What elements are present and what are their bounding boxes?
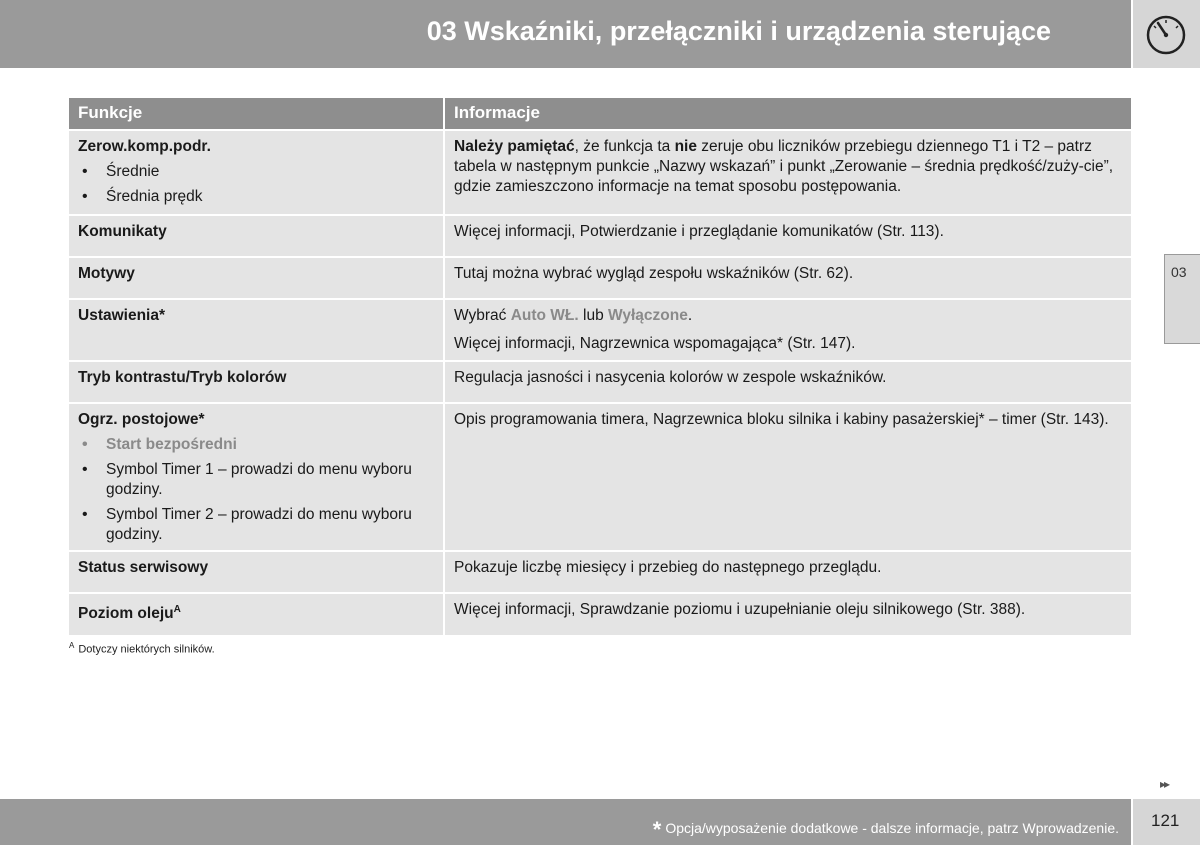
function-cell bbox=[69, 594, 443, 635]
table-row bbox=[69, 300, 1131, 360]
asterisk-marker: * bbox=[652, 817, 662, 842]
information-cell bbox=[445, 300, 1131, 360]
function-cell bbox=[69, 131, 443, 214]
table-row bbox=[69, 362, 1131, 402]
function-cell bbox=[69, 552, 443, 592]
function-name: Zerow.komp.podr. bbox=[78, 138, 211, 155]
info-text: , że funkcja ta bbox=[574, 138, 675, 155]
table-row bbox=[69, 404, 1131, 550]
info-emphasis: nie bbox=[674, 138, 697, 155]
info-text: lub bbox=[578, 307, 609, 324]
function-cell bbox=[69, 300, 443, 360]
information-cell bbox=[445, 131, 1131, 214]
functions-table bbox=[69, 98, 1131, 635]
info-text: Wybrać bbox=[454, 307, 511, 324]
information-cell: Więcej informacji, Sprawdzanie poziomu i uzupełnianie oleju silnikowego (Str. 388). bbox=[445, 594, 1131, 635]
info-emphasis: Należy pamiętać bbox=[454, 138, 575, 155]
table-row bbox=[69, 258, 1131, 298]
table-row bbox=[69, 552, 1131, 592]
function-cell bbox=[69, 404, 443, 550]
header-bar bbox=[0, 0, 1131, 68]
list-item: • Średnie bbox=[78, 162, 434, 182]
function-name: Motywy bbox=[78, 265, 135, 282]
table-row bbox=[69, 131, 1131, 214]
list-item: • Start bezpośredni bbox=[78, 435, 434, 455]
footnote-letter: A bbox=[69, 641, 75, 650]
function-cell bbox=[69, 258, 443, 298]
footer-bar bbox=[0, 799, 1131, 845]
function-name: Komunikaty bbox=[78, 223, 167, 240]
chapter-side-tab-label: 03 bbox=[1171, 264, 1187, 280]
header-icon-box bbox=[1133, 0, 1200, 68]
function-cell bbox=[69, 362, 443, 402]
information-cell: Regulacja jasności i nasycenia kolorów w zespole wskaźników. bbox=[445, 362, 1131, 402]
page-title: 03 Wskaźniki, przełączniki i urządzenia sterujące bbox=[426, 16, 1051, 46]
column-header-information: Informacje bbox=[445, 98, 1131, 129]
column-header-functions: Funkcje bbox=[69, 98, 443, 129]
function-name: Tryb kontrastu/Tryb kolorów bbox=[78, 369, 287, 386]
info-paragraph bbox=[454, 306, 1122, 326]
info-text: zeruje obu liczników przebiegu dziennego T1 i T2 – patrz tabela w następnym punkcie „Nazwy wskazań” i punkt „Zerowanie – średnia prędkość/zuży-cie”, gdzie zamieszczono informacje na temat sposobu postępowania. bbox=[454, 138, 1114, 195]
chapter-side-tab[interactable] bbox=[1164, 254, 1200, 344]
footer-note-text: Opcja/wyposażenie dodatkowe - dalsze informacje, patrz Wprowadzenie. bbox=[665, 820, 1119, 836]
info-text: . bbox=[687, 307, 693, 324]
information-cell: Tutaj można wybrać wygląd zespołu wskaźników (Str. 62). bbox=[445, 258, 1131, 298]
information-cell: Więcej informacji, Potwierdzanie i przeglądanie komunikatów (Str. 113). bbox=[445, 216, 1131, 256]
list-item: • Symbol Timer 2 – prowadzi do menu wyboru godziny. bbox=[78, 505, 434, 545]
information-cell: Opis programowania timera, Nagrzewnica bloku silnika i kabiny pasażerskiej* – timer (Str. 143). bbox=[445, 404, 1131, 550]
function-name: Ogrz. postojowe* bbox=[78, 411, 205, 428]
information-cell: Pokazuje liczbę miesięcy i przebieg do następnego przeglądu. bbox=[445, 552, 1131, 592]
double-arrow-right-icon[interactable]: ▸▸ bbox=[1160, 777, 1169, 791]
info-paragraph: Więcej informacji, Nagrzewnica wspomagająca* (Str. 147). bbox=[454, 335, 856, 352]
list-item: • Średnia prędk bbox=[78, 187, 434, 207]
function-name bbox=[78, 600, 434, 624]
footnote-marker: A bbox=[173, 604, 181, 615]
footer-note bbox=[652, 813, 1119, 842]
function-name: Status serwisowy bbox=[78, 559, 209, 576]
bullet-list bbox=[78, 435, 434, 545]
footnote-text: Dotyczy niektórych silników. bbox=[78, 643, 215, 656]
table-header-row bbox=[69, 98, 1131, 129]
table-row bbox=[69, 216, 1131, 256]
function-name: Ustawienia* bbox=[78, 307, 166, 324]
page-number: 121 bbox=[1151, 811, 1180, 830]
footnote bbox=[69, 641, 215, 656]
setting-option-off: Wyłączone bbox=[608, 307, 688, 324]
function-name-text: Poziom oleju bbox=[78, 605, 174, 623]
page-number-box bbox=[1133, 799, 1200, 845]
bullet-list bbox=[78, 162, 434, 207]
list-item: • Symbol Timer 1 – prowadzi do menu wyboru godziny. bbox=[78, 460, 434, 500]
speedometer-icon bbox=[1145, 14, 1187, 56]
setting-option-auto-on: Auto WŁ. bbox=[510, 307, 579, 324]
function-cell bbox=[69, 216, 443, 256]
table-row bbox=[69, 594, 1131, 635]
